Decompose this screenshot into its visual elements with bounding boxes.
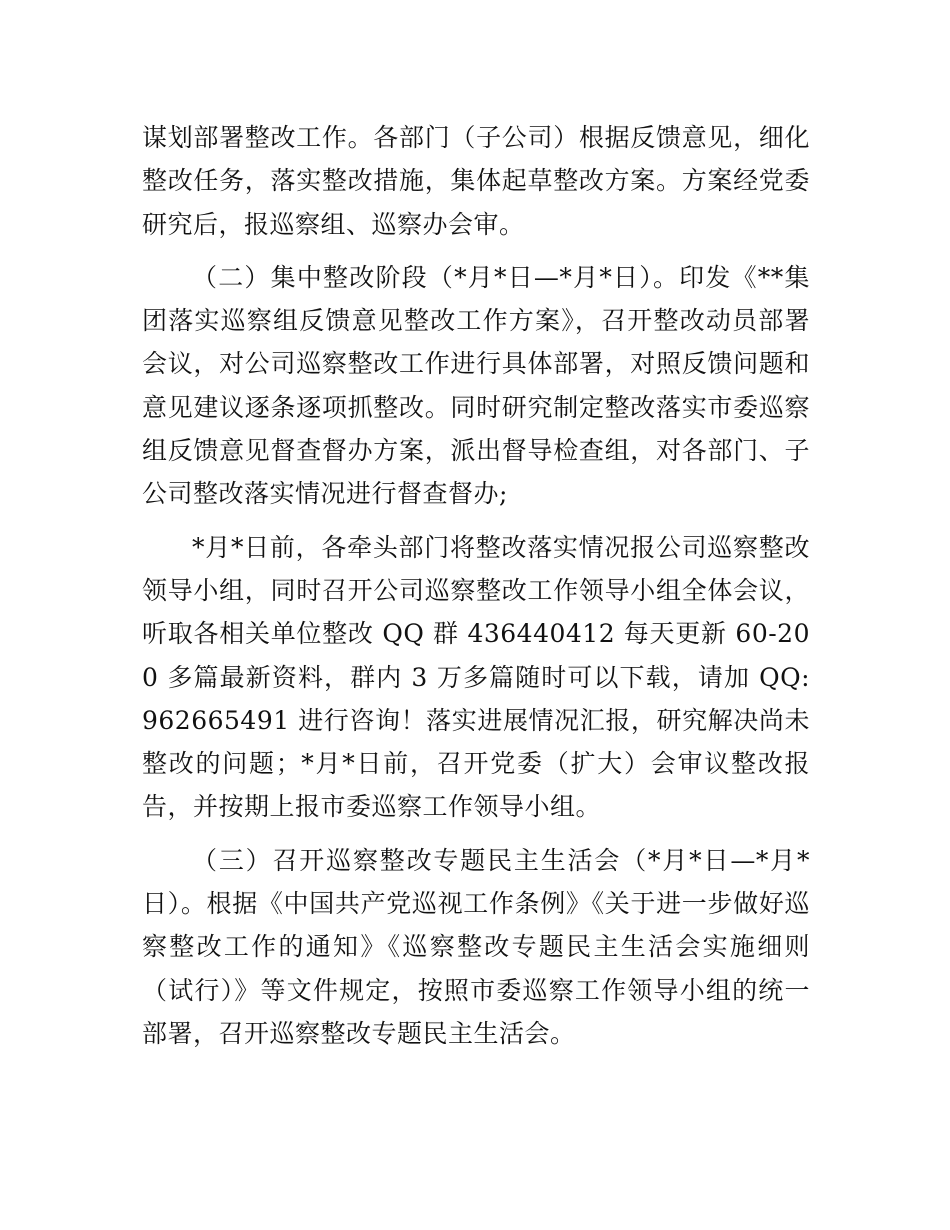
document-body: [142, 116, 810, 1065]
paragraph-deadline-reporting: *月*日前，各牵头部门将整改落实情况报公司巡察整改领导小组，同时召开公司巡察整改工作领导小组全体会议，听取各相关单位整改 QQ 群 436440412 每天更新 60-200 多篇最新资料，群内 3 万多篇随时可以下载，请加 QQ: 962665491 进行咨询！落实进展情况汇报，研究解决尚未整改的问题；*月*日前，召开党委（扩大）会审议整改报告，并按期上报市委巡察工作领导小组。: [142, 532, 810, 822]
paragraph-continuation: 谋划部署整改工作。各部门（子公司）根据反馈意见，细化整改任务，落实整改措施，集体起草整改方案。方案经党委研究后，报巡察组、巡察办会审。: [142, 123, 810, 239]
paragraph-centralized-rectification: （二）集中整改阶段（*月*日—*月*日）。印发《**集团落实巡察组反馈意见整改工作方案》，召开整改动员部署会议，对公司巡察整改工作进行具体部署，对照反馈问题和意见建议逐条逐项抓整改。同时研究制定整改落实市委巡察组反馈意见督查督办方案，派出督导检查组，对各部门、子公司整改落实情况进行督查督办;: [142, 262, 810, 509]
paragraph-democratic-life-meeting: （三）召开巡察整改专题民主生活会（*月*日—*月*日）。根据《中国共产党巡视工作条例》《关于进一步做好巡察整改工作的通知》《巡察整改专题民主生活会实施细则（试行）》等文件规定，按照市委巡察工作领导小组的统一部署，召开巡察整改专题民主生活会。: [142, 845, 810, 1048]
